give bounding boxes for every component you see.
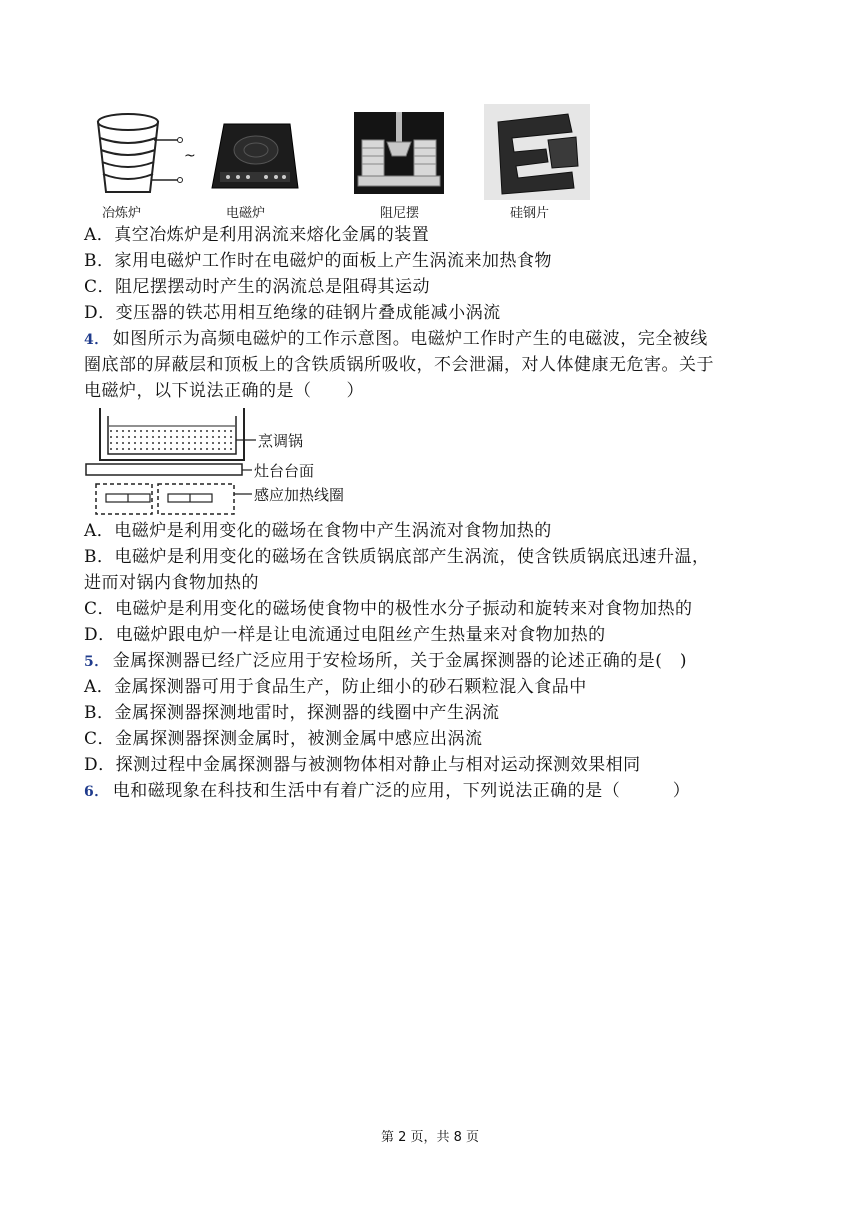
q4-stem-line-1 (84, 326, 708, 353)
q5-stem (84, 648, 687, 675)
q5-option-d: D．探测过程中金属探测器与被测物体相对静止与相对运动探测效果相同 (84, 755, 641, 775)
figure-row (84, 104, 604, 220)
page-footer: 第 2 页，共 8 页 (380, 1130, 480, 1145)
q4-option-a: A．电磁炉是利用变化的磁场在食物中产生涡流对食物加热的 (84, 521, 552, 541)
ac-symbol: ~ (184, 148, 196, 164)
q5-option-a: A．金属探测器可用于食品生产，防止细小的砂石颗粒混入食品中 (84, 677, 587, 697)
q4-option-d: D．电磁炉跟电炉一样是让电流通过电阻丝产生热量来对食物加热的 (84, 625, 606, 645)
q3-option-d: D．变压器的铁芯用相互绝缘的硅钢片叠成能减小涡流 (84, 303, 501, 323)
label-heating-coil: 感应加热线圈 (254, 486, 345, 504)
q5-option-b: B．金属探测器探测地雷时，探测器的线圈中产生涡流 (84, 703, 500, 723)
q4-option-b-cont: 进而对锅内食物加热的 (84, 573, 259, 593)
label-counter-top: 灶台台面 (254, 462, 315, 480)
q4-option-b: B．电磁炉是利用变化的磁场在含铁质锅底部产生涡流，使含铁质锅底迅速升温， (84, 547, 710, 567)
q5-option-c: C．金属探测器探测金属时，被测金属中感应出涡流 (84, 729, 483, 749)
label-cooking-pot: 烹调锅 (258, 432, 304, 450)
q4-option-c: C．电磁炉是利用变化的磁场使食物中的极性水分子振动和旋转来对食物加热的 (84, 599, 693, 619)
caption-smelting-furnace: 冶炼炉 (102, 206, 142, 221)
q6-stem (84, 778, 690, 805)
q6-stem-text: 电和磁现象在科技和生活中有着广泛的应用，下列说法正确的是（ ） (112, 781, 691, 801)
induction-cooker-figure (210, 120, 300, 194)
damping-pendulum-figure (354, 112, 444, 194)
q5-stem-text: 金属探测器已经广泛应用于安检场所，关于金属探测器的论述正确的是( ) (112, 651, 688, 671)
induction-cooker-diagram (84, 404, 374, 522)
q4-stem-line-3: 电磁炉，以下说法正确的是（ ） (84, 381, 364, 401)
caption-damping-pendulum: 阻尼摆 (380, 206, 420, 221)
q4-stem-line-2: 圈底部的屏蔽层和顶板上的含铁质锅所吸收，不会泄漏，对人体健康无危害。关于 (84, 355, 714, 375)
caption-silicon-steel: 硅钢片 (510, 206, 550, 221)
q6-number: 6． (84, 784, 109, 800)
caption-induction-cooker: 电磁炉 (226, 206, 266, 221)
silicon-steel-figure (484, 104, 590, 200)
q4-stem-text-1: 如图所示为高频电磁炉的工作示意图。电磁炉工作时产生的电磁波，完全被线 (112, 329, 708, 349)
q3-option-b: B．家用电磁炉工作时在电磁炉的面板上产生涡流来加热食物 (84, 251, 552, 271)
q3-option-a: A．真空冶炼炉是利用涡流来熔化金属的装置 (84, 225, 430, 245)
smelting-furnace-figure (88, 104, 196, 200)
q3-option-c: C．阻尼摆摆动时产生的涡流总是阻碍其运动 (84, 277, 431, 297)
q5-number: 5． (84, 654, 109, 670)
q4-number: 4． (84, 332, 109, 348)
